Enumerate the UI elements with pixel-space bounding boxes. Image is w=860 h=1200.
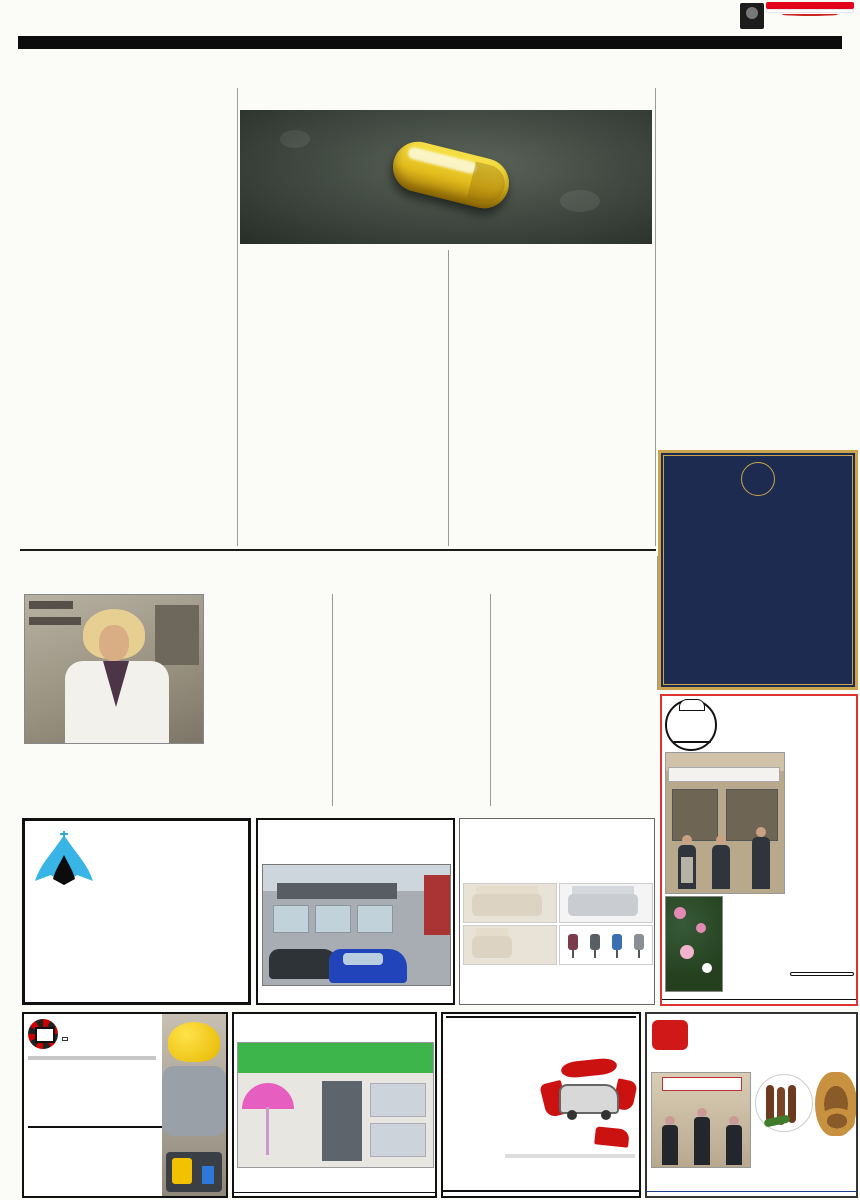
celik-sign [277,883,397,899]
section-rule [20,549,656,551]
office-chair [632,934,646,960]
photo-shelf [370,1123,426,1157]
article1-col1 [22,88,236,546]
merkez-storefront-photo [651,1072,751,1168]
car-chassis [559,1084,619,1114]
ozkaya-logo-script [669,714,715,720]
ozkaya-logo-salon [673,741,711,743]
tools [166,1152,222,1192]
varollar-sign [238,1043,433,1073]
office-chairs-photo [559,925,653,965]
pide-photo [815,1072,857,1136]
flower [674,907,686,919]
capsule-photo [240,110,652,244]
doctor-photo [24,594,204,744]
ad-celik-otomotiv [256,818,455,1005]
article1-col3 [450,250,652,546]
office-chair [566,934,580,960]
logo-motto-squiggle [782,13,838,16]
article2-colC [336,594,488,810]
photo-window [273,905,309,933]
photo-texture [560,190,600,212]
ozkaya-address [662,999,856,1004]
ozkaya-logo [665,699,717,751]
ozkaya-org-email [722,971,800,976]
ozkaya-awning [668,767,780,782]
amac-logo-icon [28,1019,58,1049]
tent-icon [33,829,95,894]
amac-subtitle [62,1037,68,1041]
koltuk-photos [463,883,653,965]
ad-burdur-koltuk-borsasi [459,818,655,1005]
article2-headline [22,556,656,586]
furniture-photo [463,925,557,965]
kaplan-phone [505,1154,635,1158]
car-rear [594,1126,630,1147]
photo-window [726,789,778,841]
logo-title [766,2,854,9]
divider [446,1016,636,1018]
ad-yavas-emlak [658,450,858,690]
sofa-photo [463,883,557,923]
merkez-sign [662,1077,742,1091]
kebab-plate-photo [755,1074,813,1132]
pink-umbrella [242,1083,294,1109]
vitamin-capsule [388,136,515,213]
column-separator [490,594,491,806]
flower [680,945,694,959]
exploded-car-graphic [543,1060,635,1146]
office-chair [588,934,602,960]
photo-person [752,837,770,889]
merkez-7k-logo [652,1020,688,1050]
chef-hat-icon [679,699,705,711]
column-separator [655,88,656,546]
photo-door [322,1081,362,1161]
flower [696,923,706,933]
ozkaya-phone2 [790,972,854,976]
column-separator [448,250,449,546]
car-hood [560,1057,617,1079]
article1-col4 [660,88,858,446]
hard-hat [168,1022,220,1062]
ozkaya-storefront-photo [665,752,785,894]
merkez-address [647,1191,856,1196]
sofa-shape [568,894,638,916]
article2-colD [494,594,652,810]
photo-shelf [370,1083,426,1117]
column-separator [237,88,238,546]
ad-ozkaya-restaurant [660,694,858,1006]
newspaper-logo [742,2,854,16]
candle [702,963,712,973]
photo-texture [280,130,310,148]
photo-person [712,845,730,889]
photo-shelf [29,617,81,625]
ad-turkmen-muhendislik [22,818,251,1005]
ozkaya-org-script [726,898,796,905]
doctor-face [99,625,129,661]
photo-cabinet [155,605,199,665]
ad-amac-osgb [22,1012,228,1198]
sofa-photo [559,883,653,923]
column-separator [657,556,658,690]
office-chair [610,934,624,960]
photo-person [694,1117,710,1165]
kaplan-address [443,1190,639,1195]
celik-storefront-photo [262,864,451,986]
article2-colB [210,594,330,810]
worker-photo [162,1014,226,1196]
organization-photo [665,896,723,992]
photo-window [672,789,718,841]
photo-car-blue [329,949,407,983]
ozkaya-menu [788,752,857,754]
photo-person [726,1125,742,1165]
varollar-address [234,1192,435,1195]
yavas-monogram [741,462,775,496]
photo-window [315,905,351,933]
photo-person [678,845,696,889]
ad-merkez-lokantasi [645,1012,858,1198]
worker-arm [162,1066,226,1136]
photo-person [662,1125,678,1165]
photo-shelf [29,601,73,609]
varollar-storefront-photo [237,1042,434,1168]
section-title [0,0,860,40]
logo-photo-icon [740,3,764,29]
amac-owner-bar [28,1056,156,1060]
article1-col2 [240,250,445,546]
divider [28,1126,162,1128]
ad-kaplan-oto-kaporta [441,1012,641,1198]
sofa-shape [472,894,542,916]
column-separator [332,594,333,806]
ad-varollar-sarkuteri [232,1012,437,1198]
header-rule [18,36,842,49]
photo-window [357,905,393,933]
sofa-shape [472,936,512,958]
photo-building [424,875,450,935]
